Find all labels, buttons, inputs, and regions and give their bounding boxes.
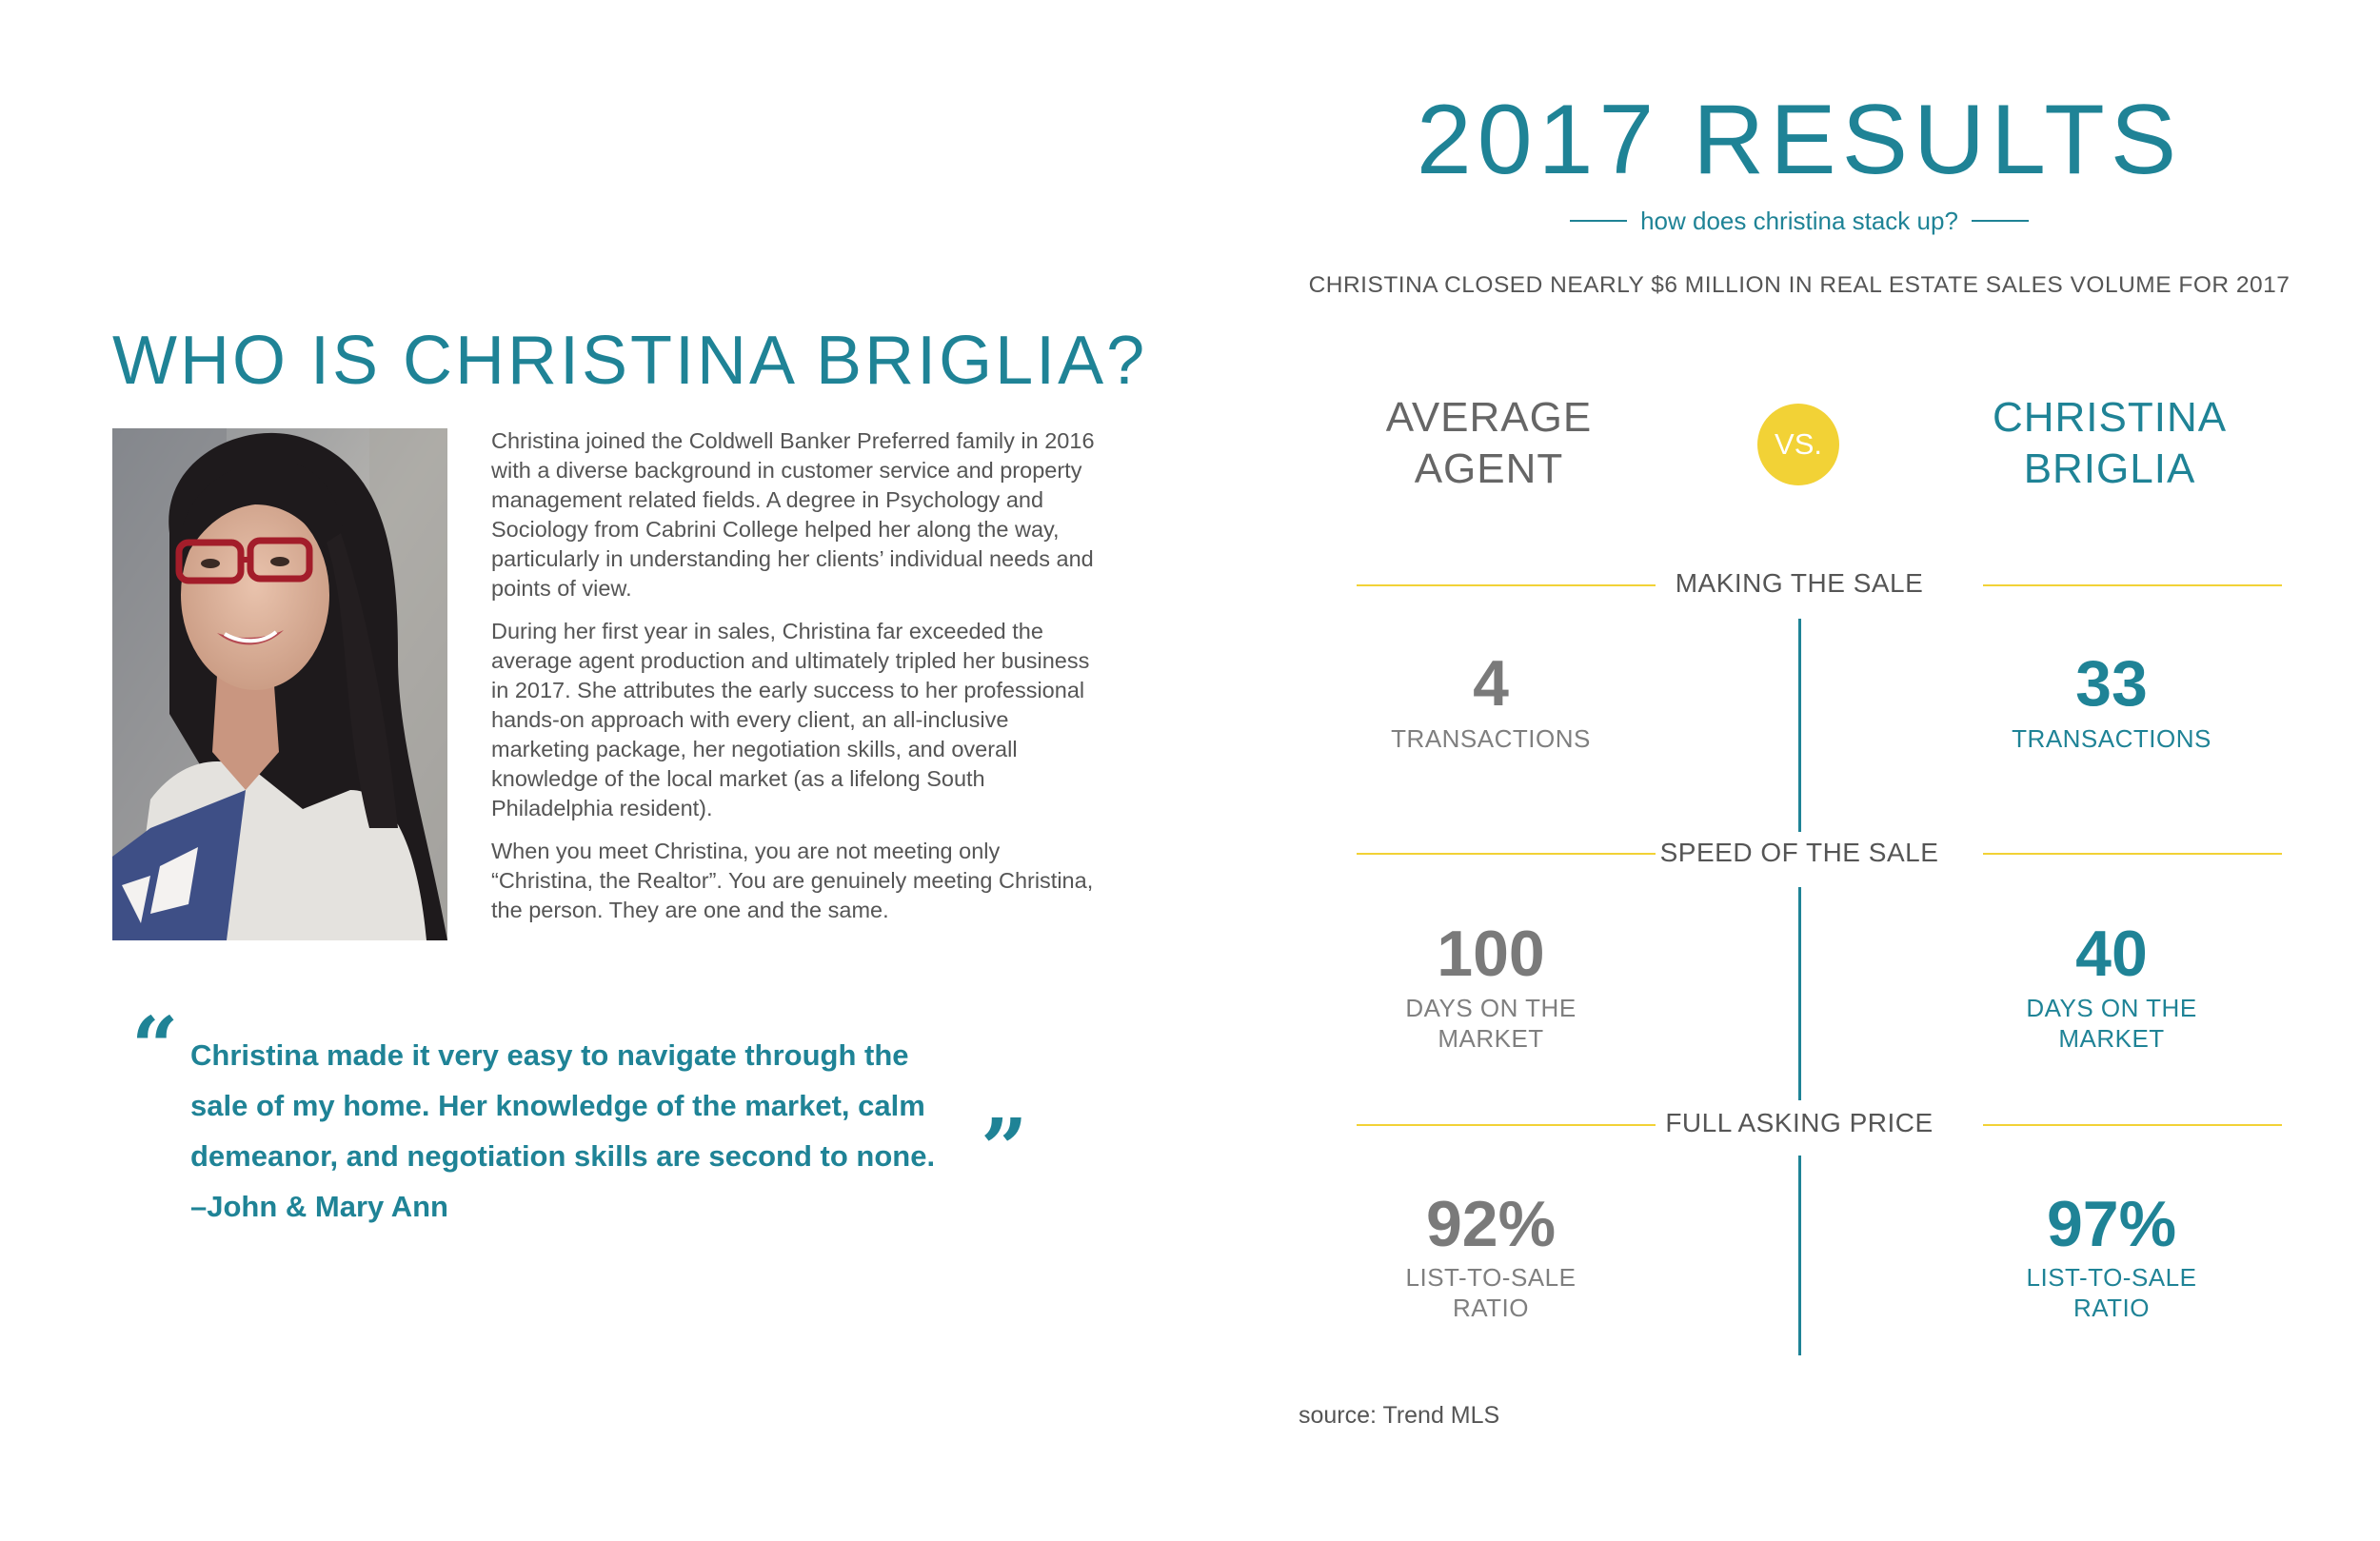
stat-label-line: RATIO (2073, 1294, 2151, 1322)
source-note: source: Trend MLS (1299, 1402, 1500, 1429)
cb-ratio-label (1921, 1262, 2302, 1323)
subtitle-rule-left (1570, 220, 1627, 222)
sales-summary: CHRISTINA CLOSED NEARLY $6 MILLION IN REAL ESTATE SALES VOLUME FOR 2017 (1308, 272, 2291, 298)
cb-transactions-value: 33 (2075, 647, 2148, 720)
stat-label-line: DAYS ON THE (2026, 994, 2197, 1022)
quote-attribution: –John & Mary Ann (190, 1190, 448, 1223)
bio-paragraph: Christina joined the Coldwell Banker Preferred family in 2016 with a diverse background in customer service and property management related fields. A degree in Psychology and Sociology from Cabrini College helped her along the way, particularly in understanding her clients’ individual needs and points of view. (491, 428, 1095, 601)
stat-label-line: TRANSACTIONS (2012, 724, 2211, 753)
stat-label-line: TRANSACTIONS (1391, 724, 1591, 753)
bio-paragraph: During her first year in sales, Christina far exceeded the average agent production and ultimately tripled her business in 2017. She attributes the early success to her professional hands-on approach with every client, an all-inclusive marketing package, her negotiation skills, and overall knowledge of the local market (as a lifelong South Philadelphia resident). (491, 619, 1090, 820)
center-divider (1798, 887, 1801, 1100)
stat-label-line: DAYS ON THE (1405, 994, 1577, 1022)
bio-text (491, 426, 1097, 938)
avg-ratio-label (1300, 1262, 1681, 1323)
subtitle-rule-right (1972, 220, 2029, 222)
center-divider (1798, 619, 1801, 832)
section-label-making-the-sale: MAKING THE SALE (1675, 568, 1924, 598)
cb-days-label (1921, 993, 2302, 1054)
section-divider-left (1357, 1124, 1656, 1126)
heading-line: CHRISTINA (1992, 394, 2228, 441)
avg-transactions-value: 4 (1473, 647, 1509, 720)
average-agent-heading (1299, 392, 1679, 495)
testimonial-quote (190, 1030, 1009, 1232)
subtitle-text: how does christina stack up? (1640, 206, 1958, 235)
heading-line: BRIGLIA (2023, 445, 2196, 492)
cb-ratio-value: 97% (2046, 1188, 2177, 1260)
christina-heading (1919, 392, 2300, 495)
quote-line: demeanor, and negotiation skills are second to none. (190, 1139, 936, 1173)
cb-days-value: 40 (2075, 918, 2148, 990)
results-title: 2017 RESULTS (1416, 85, 2183, 195)
section-divider-right (1983, 853, 2282, 855)
heading-line: AVERAGE (1385, 394, 1593, 441)
avg-days-value: 100 (1437, 918, 1545, 990)
section-divider-left (1357, 584, 1656, 586)
stat-label-line: LIST-TO-SALE (2026, 1263, 2197, 1292)
stat-label-line: MARKET (1438, 1024, 1544, 1053)
results-subtitle (1542, 205, 2056, 237)
center-divider (1798, 1156, 1801, 1355)
stat-label-line: LIST-TO-SALE (1405, 1263, 1577, 1292)
vs-badge: VS. (1757, 404, 1839, 485)
bio-heading: WHO IS CHRISTINA BRIGLIA? (112, 323, 1148, 399)
quote-line: sale of my home. Her knowledge of the market, calm (190, 1089, 925, 1122)
section-divider-right (1983, 584, 2282, 586)
heading-line: AGENT (1414, 445, 1564, 492)
section-label-full-asking-price: FULL ASKING PRICE (1665, 1108, 1934, 1137)
close-quote-mark: ” (981, 1101, 1028, 1197)
bio-paragraph: When you meet Christina, you are not meeting only “Christina, the Realtor”. You are genuinely meeting Christina, the person. They are one and the same. (491, 839, 1094, 922)
section-divider-left (1357, 853, 1656, 855)
open-quote-mark: “ (131, 999, 179, 1096)
avg-days-label (1300, 993, 1681, 1054)
avg-ratio-value: 92% (1425, 1188, 1557, 1260)
cb-transactions-label (1921, 723, 2302, 754)
stat-label-line: MARKET (2058, 1024, 2165, 1053)
section-label-speed-of-the-sale: SPEED OF THE SALE (1659, 838, 1939, 867)
portrait-photo (112, 428, 447, 940)
stat-label-line: RATIO (1452, 1294, 1530, 1322)
quote-line: Christina made it very easy to navigate through the (190, 1038, 909, 1072)
section-divider-right (1983, 1124, 2282, 1126)
avg-transactions-label (1300, 723, 1681, 754)
